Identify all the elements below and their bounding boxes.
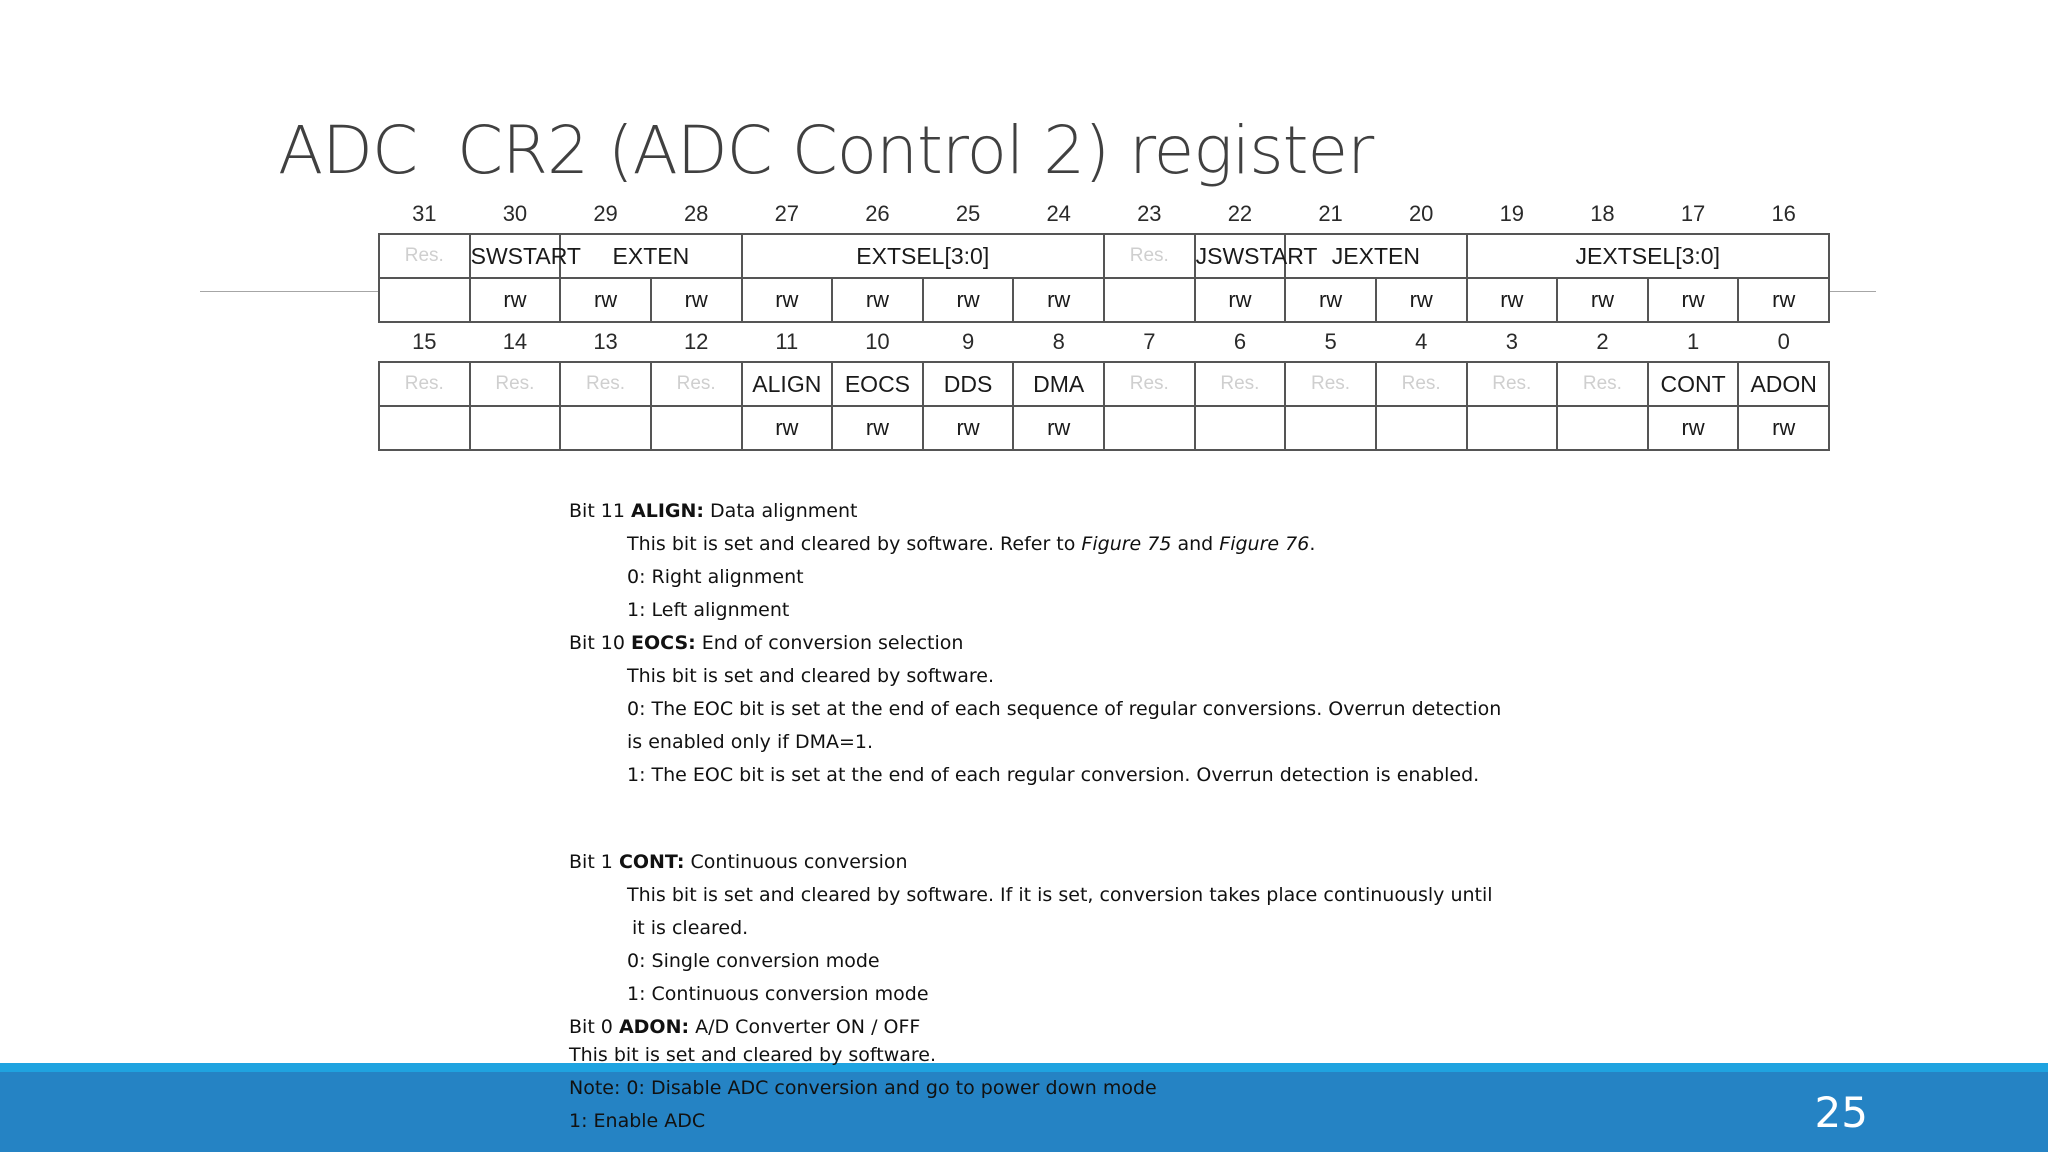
figure-75-ref: Figure 75 (1081, 533, 1172, 555)
cont-desc-1: This bit is set and cleared by software. If it is set, conversion takes place continuously until (627, 884, 1493, 906)
bit-number-12: 12 (683, 329, 709, 354)
slide-title: ADC CR2 (ADC Control 2) register (278, 112, 1374, 189)
access-cell-bit-18: rw (1557, 278, 1648, 322)
eocs-option-0b: is enabled only if DMA=1. (627, 731, 874, 753)
access-cell-bit-19: rw (1467, 278, 1558, 322)
register-field-jswstart: JSWSTART (1195, 234, 1286, 278)
bit-number-25: 25 (955, 201, 981, 226)
bit-number-10: 10 (865, 329, 890, 354)
low-access-row (379, 406, 1829, 450)
bit-number-31: 31 (412, 201, 437, 226)
bit-number-21: 21 (1318, 201, 1343, 226)
register-field-reserved: Res. (1195, 362, 1286, 406)
access-cell-bit-7 (1104, 406, 1195, 450)
eocs-heading: Bit 10 EOCS: End of conversion selection (569, 632, 964, 654)
register-field-swstart: SWSTART (470, 234, 561, 278)
access-cell-bit-10: rw (832, 406, 923, 450)
bit-number-7: 7 (1143, 329, 1156, 354)
cont-option-0: 0: Single conversion mode (627, 950, 880, 972)
access-cell-bit-0: rw (1738, 406, 1829, 450)
bit-number-24: 24 (1046, 201, 1071, 226)
register-table (378, 195, 1830, 451)
figure-76-ref: Figure 76 (1219, 533, 1310, 555)
adon-heading: Bit 0 ADON: A/D Converter ON / OFF (569, 1016, 921, 1038)
access-cell-bit-29: rw (560, 278, 651, 322)
bit-number-1: 1 (1686, 329, 1700, 354)
register-field-reserved: Res. (470, 362, 561, 406)
bit-number-2: 2 (1596, 329, 1609, 354)
bit-number-9: 9 (961, 329, 975, 354)
access-cell-bit-23 (1104, 278, 1195, 322)
bit-number-30: 30 (502, 201, 528, 226)
page-number: 25 (1814, 1088, 1868, 1137)
register-field-reserved: Res. (1467, 362, 1558, 406)
access-cell-bit-13 (560, 406, 651, 450)
register-field-exten: EXTEN (560, 234, 741, 278)
access-cell-bit-27: rw (742, 278, 833, 322)
bit-number-13: 13 (593, 329, 618, 354)
access-cell-bit-9: rw (923, 406, 1014, 450)
bit-number-4: 4 (1415, 329, 1428, 354)
bit-number-22: 22 (1227, 201, 1253, 226)
eocs-option-0a: 0: The EOC bit is set at the end of each sequence of regular conversions. Overrun detection (627, 698, 1502, 720)
bit-number-29: 29 (593, 201, 618, 226)
register-field-dma: DMA (1013, 362, 1104, 406)
bit-number-18: 18 (1590, 201, 1615, 226)
access-cell-bit-24: rw (1013, 278, 1104, 322)
eocs-option-1: 1: The EOC bit is set at the end of each regular conversion. Overrun detection is enabled. (627, 764, 1480, 786)
register-field-jexten: JEXTEN (1285, 234, 1466, 278)
eocs-field-name: EOCS: (631, 632, 696, 654)
cont-option-1: 1: Continuous conversion mode (627, 983, 929, 1005)
bit-number-27: 27 (774, 201, 800, 226)
access-cell-bit-12 (651, 406, 742, 450)
access-cell-bit-16: rw (1738, 278, 1829, 322)
bit-descriptions (569, 495, 1501, 1044)
register-diagram (378, 195, 1830, 451)
access-cell-bit-21: rw (1285, 278, 1376, 322)
register-field-reserved: Res. (1285, 362, 1376, 406)
access-cell-bit-8: rw (1013, 406, 1104, 450)
register-field-reserved: Res. (651, 362, 742, 406)
access-cell-bit-30: rw (470, 278, 561, 322)
adon-note-1: 1: Enable ADC (569, 1110, 706, 1132)
bit-number-19: 19 (1499, 201, 1525, 226)
bit-number-20: 20 (1408, 201, 1434, 226)
cont-field-name: CONT: (618, 851, 685, 873)
cont-heading: Bit 1 CONT: Continuous conversion (569, 851, 908, 873)
high-access-row (379, 278, 1829, 322)
bit-number-0: 0 (1777, 329, 1790, 354)
high-field-row (379, 234, 1829, 278)
access-cell-bit-15 (379, 406, 470, 450)
bit-number-6: 6 (1233, 329, 1247, 354)
cont-desc-2: it is cleared. (632, 917, 749, 939)
access-cell-bit-28: rw (651, 278, 742, 322)
adon-desc: This bit is set and cleared by software. (569, 1044, 936, 1066)
register-field-eocs: EOCS (832, 362, 923, 406)
access-cell-bit-25: rw (923, 278, 1014, 322)
align-option-0: 0: Right alignment (627, 566, 804, 588)
adon-details (569, 1039, 1157, 1138)
access-cell-bit-2 (1557, 406, 1648, 450)
register-field-reserved: Res. (1104, 234, 1195, 278)
bit-number-23: 23 (1137, 201, 1162, 226)
bit-number-15: 15 (412, 329, 437, 354)
access-cell-bit-4 (1376, 406, 1467, 450)
access-cell-bit-3 (1467, 406, 1558, 450)
align-field-name: ALIGN: (631, 500, 705, 522)
bit-number-8: 8 (1052, 329, 1065, 354)
high-bit-number-row (379, 195, 1829, 234)
bit-number-17: 17 (1680, 201, 1706, 226)
register-field-reserved: Res. (379, 362, 470, 406)
bit-number-14: 14 (502, 329, 528, 354)
register-field-jextsel-3-0: JEXTSEL[3:0] (1467, 234, 1830, 278)
bit-number-26: 26 (865, 201, 890, 226)
access-cell-bit-31 (379, 278, 470, 322)
register-field-reserved: Res. (1557, 362, 1648, 406)
register-field-reserved: Res. (379, 234, 470, 278)
access-cell-bit-20: rw (1376, 278, 1467, 322)
register-field-cont: CONT (1648, 362, 1739, 406)
access-cell-bit-1: rw (1648, 406, 1739, 450)
access-cell-bit-11: rw (742, 406, 833, 450)
access-cell-bit-26: rw (832, 278, 923, 322)
register-field-align: ALIGN (742, 362, 833, 406)
access-cell-bit-17: rw (1648, 278, 1739, 322)
title-rule-right (1830, 291, 1876, 292)
bit-number-11: 11 (775, 329, 799, 354)
adon-note-0: Note: 0: Disable ADC conversion and go to power down mode (569, 1077, 1157, 1099)
align-heading: Bit 11 ALIGN: Data alignment (569, 500, 858, 522)
align-option-1: 1: Left alignment (627, 599, 790, 621)
bit-number-3: 3 (1505, 329, 1518, 354)
bit-number-28: 28 (683, 201, 709, 226)
register-field-reserved: Res. (1104, 362, 1195, 406)
low-bit-number-row (379, 322, 1829, 362)
access-cell-bit-22: rw (1195, 278, 1286, 322)
register-field-dds: DDS (923, 362, 1014, 406)
access-cell-bit-14 (470, 406, 561, 450)
access-cell-bit-5 (1285, 406, 1376, 450)
register-field-reserved: Res. (560, 362, 651, 406)
bit-number-16: 16 (1771, 201, 1796, 226)
eocs-desc: This bit is set and cleared by software. (627, 665, 994, 687)
register-field-adon: ADON (1738, 362, 1829, 406)
low-field-row (379, 362, 1829, 406)
align-desc: This bit is set and cleared by software. Refer to Figure 75 and Figure 76. (627, 533, 1316, 555)
section-gap (569, 792, 1501, 846)
bit-number-5: 5 (1324, 329, 1337, 354)
title-rule-left (200, 291, 378, 292)
adon-field-name: ADON: (618, 1016, 690, 1038)
register-field-reserved: Res. (1376, 362, 1467, 406)
access-cell-bit-6 (1195, 406, 1286, 450)
register-field-extsel-3-0: EXTSEL[3:0] (742, 234, 1105, 278)
